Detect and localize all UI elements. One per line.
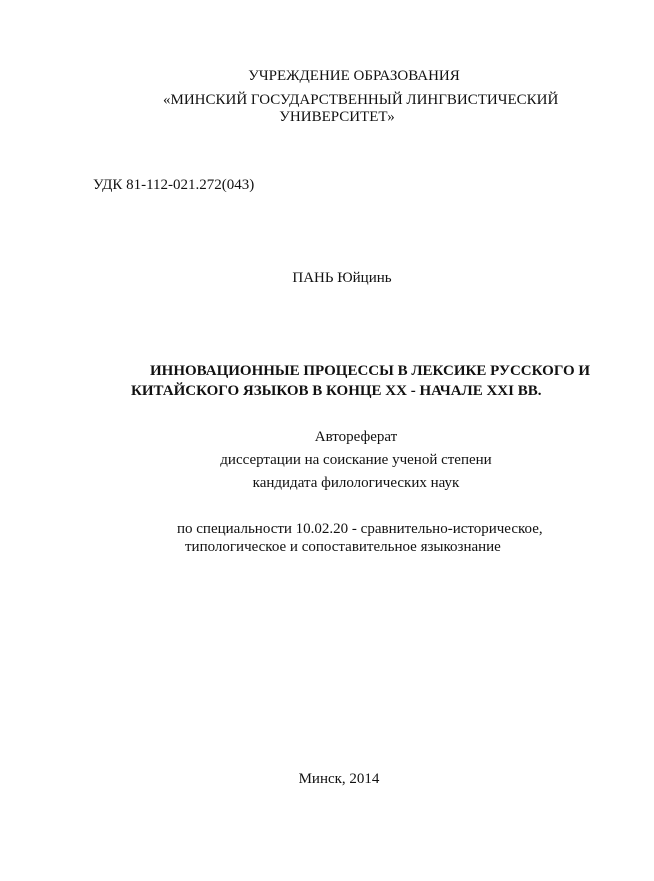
udc-code: УДК 81-112-021.272(043) [93, 177, 255, 193]
dissertation-title-line-1: ИННОВАЦИОННЫЕ ПРОЦЕССЫ В ЛЕКСИКЕ РУССКОГО И [150, 363, 591, 379]
abstract-degree: кандидата филологических наук [252, 475, 460, 491]
city-year: Минск, 2014 [298, 771, 380, 787]
institution-line-2: «МИНСКИЙ ГОСУДАРСТВЕННЫЙ ЛИНГВИСТИЧЕСКИЙ [163, 92, 559, 108]
institution-line-1: УЧРЕЖДЕНИЕ ОБРАЗОВАНИЯ [248, 68, 460, 84]
institution-line-3: УНИВЕРСИТЕТ» [279, 109, 395, 125]
abstract-label: Автореферат [314, 429, 398, 445]
author-name: ПАНЬ Юйцинь [292, 270, 392, 286]
specialty-line-1: по специальности 10.02.20 - сравнительно-историческое, [177, 521, 543, 537]
dissertation-title-line-2: КИТАЙСКОГО ЯЗЫКОВ В КОНЦЕ XX - НАЧАЛЕ XXI ВВ. [131, 383, 542, 399]
specialty-line-2: типологическое и сопоставительное языкознание [185, 539, 501, 555]
abstract-purpose: диссертации на соискание ученой степени [220, 452, 492, 468]
